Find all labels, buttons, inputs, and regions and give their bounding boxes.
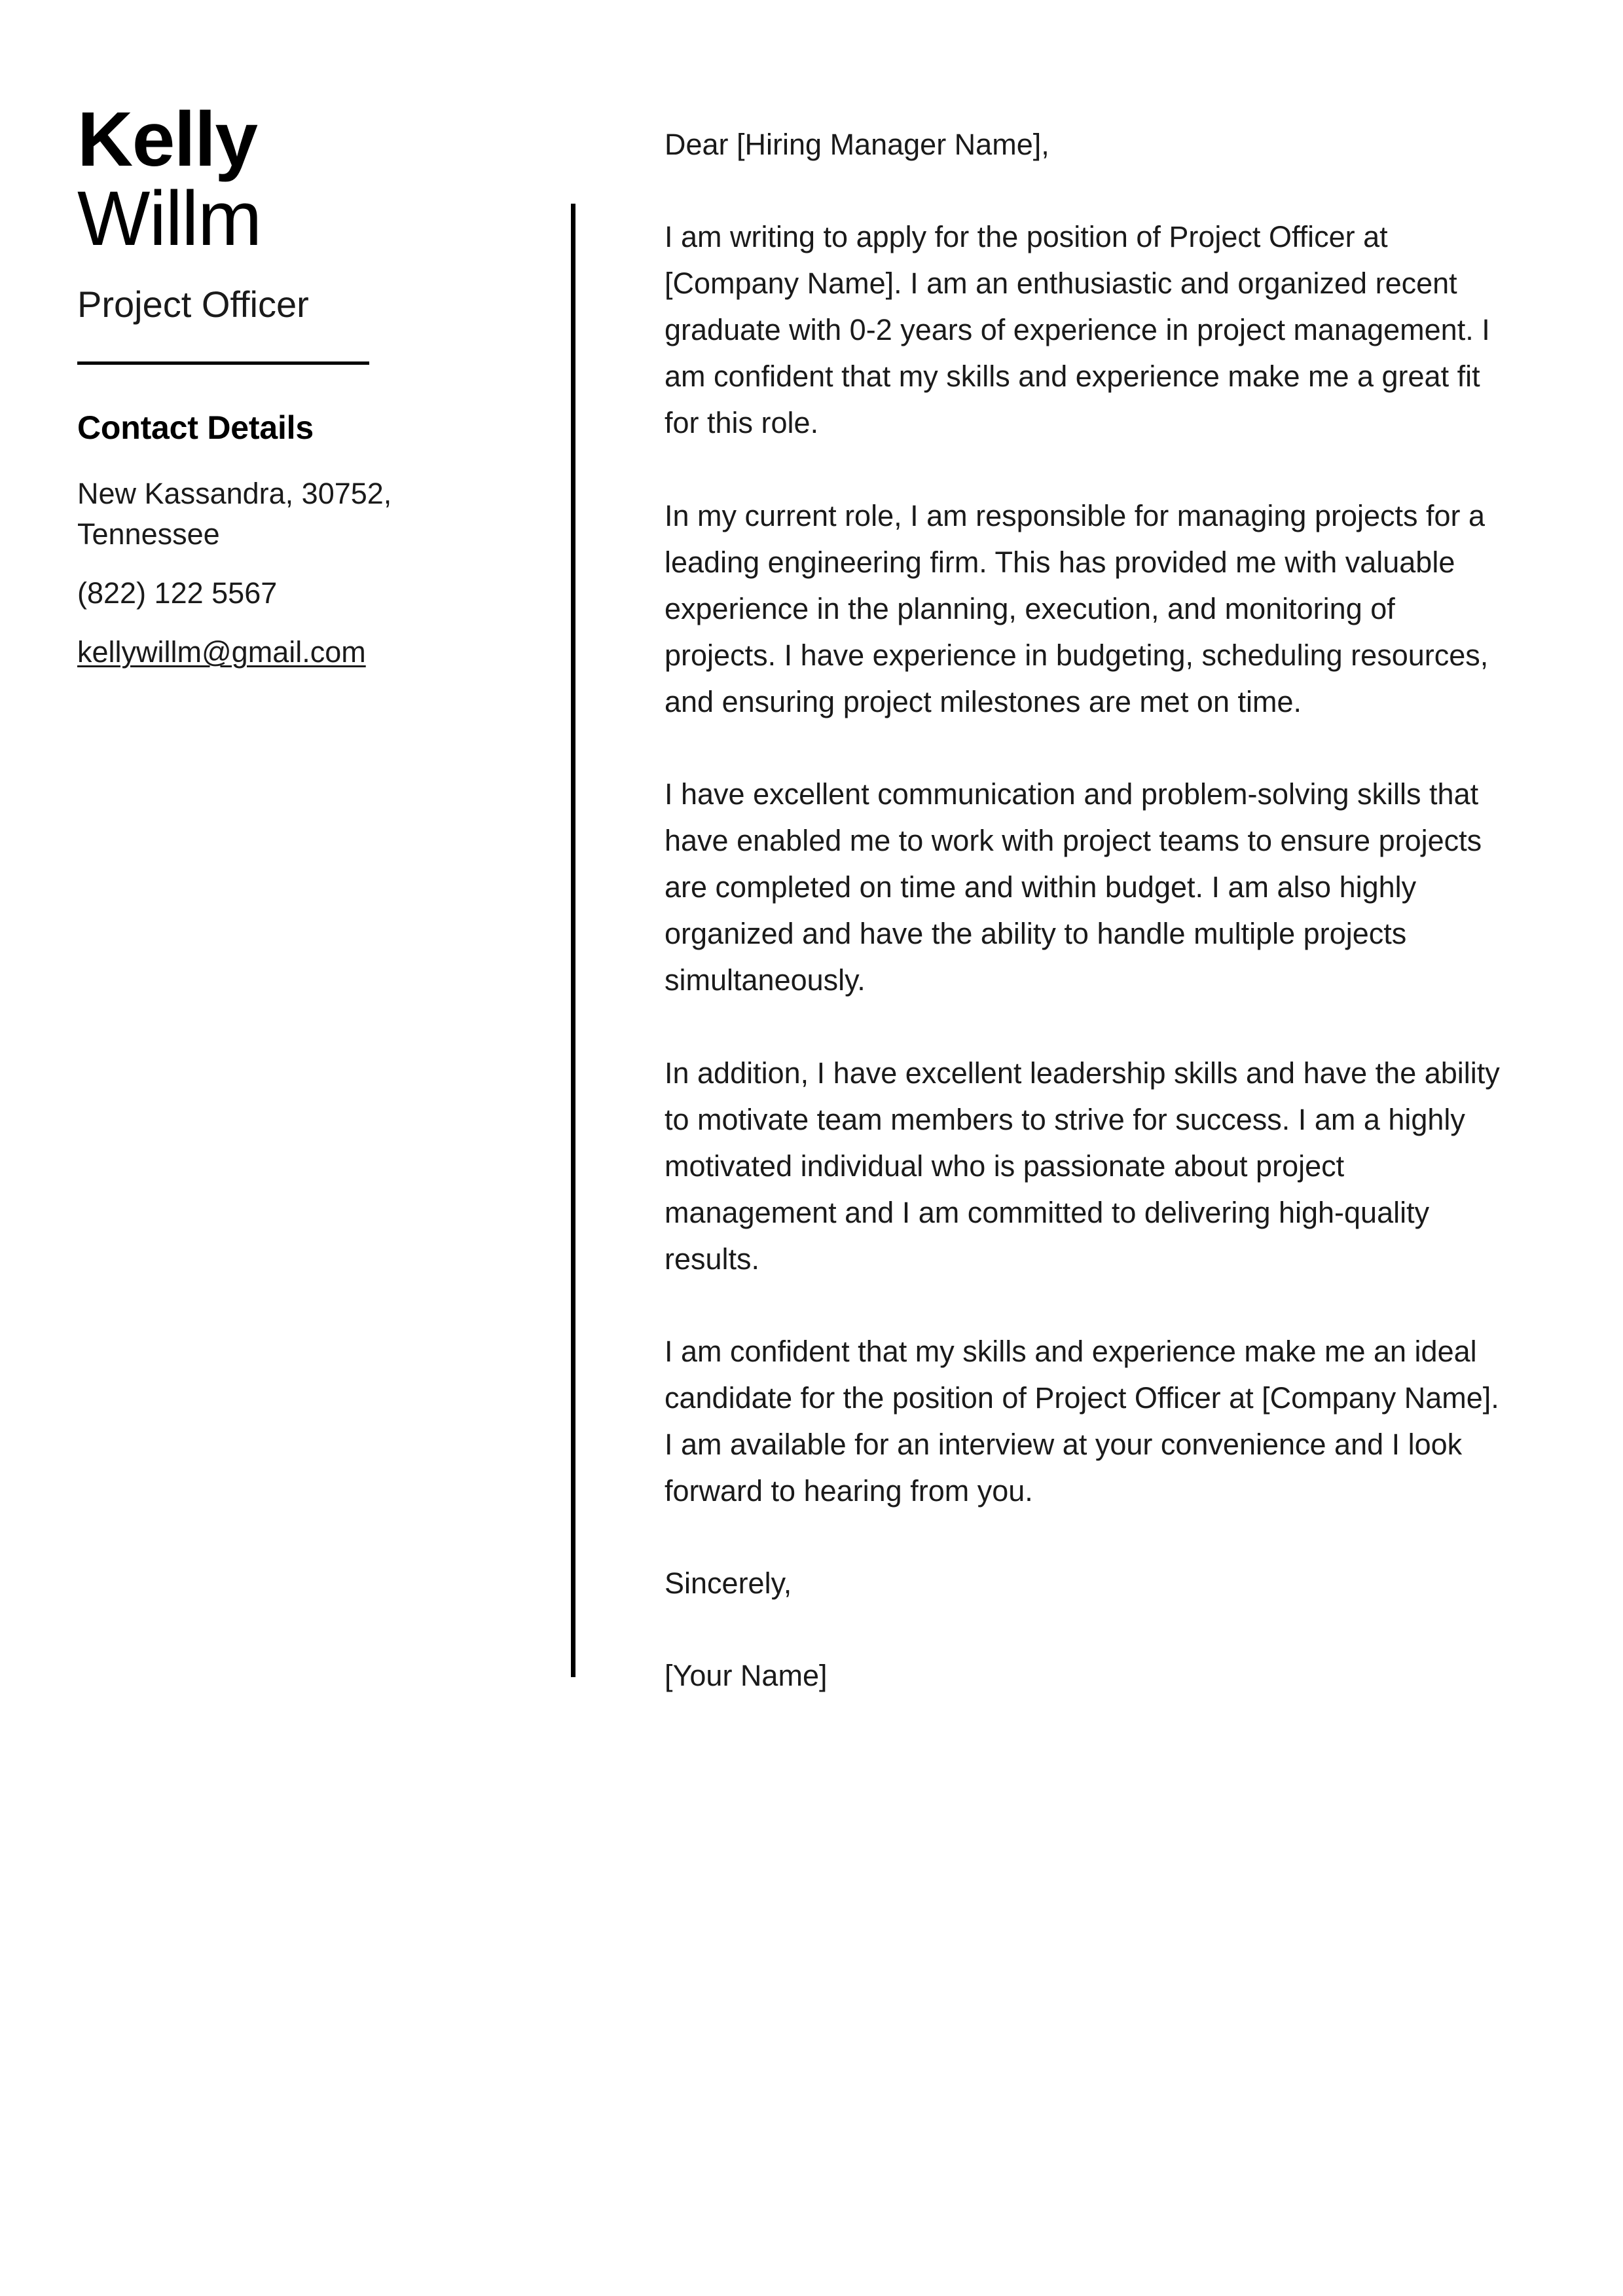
letter-signoff: Sincerely, bbox=[665, 1566, 792, 1601]
letter-paragraph-2: In my current role, I am responsible for managing projects for a leading engineering firm. This has provided me with valuable experience in the planning, execution, and monitoring of projects. I have experience in budgeting, scheduling resources, and ensuring project milestones are met on time. bbox=[665, 498, 1489, 718]
letter-paragraph-1: I am writing to apply for the position of Project Officer at [Company Name]. I am an enthusiastic and organized recent graduate with 0-2 years of experience in project management. I am confident that my skills and experience make me a great fit for this role. bbox=[665, 220, 1490, 440]
job-title: Project Officer bbox=[77, 283, 309, 325]
contact-details-heading: Contact Details bbox=[77, 409, 314, 447]
candidate-first-name: Kelly bbox=[77, 96, 257, 183]
letter-salutation: Dear [Hiring Manager Name], bbox=[665, 128, 1049, 161]
contact-phone[interactable]: (822) 122 5567 bbox=[77, 576, 278, 610]
vertical-divider bbox=[571, 204, 575, 1677]
letter-paragraph-3: I have excellent communication and problem-solving skills that have enabled me to work with project teams to ensure projects are completed on time and within budget. I am also highly organized and have the ability to handle multiple projects simultaneously. bbox=[665, 777, 1482, 997]
header-divider-rule bbox=[77, 361, 369, 365]
letter-paragraph-5: I am confident that my skills and experience make me an ideal candidate for the position of Project Officer at [Company Name]. I am available for an interview at your convenience and I look forward to hearing from you. bbox=[665, 1334, 1499, 1508]
candidate-last-name: Willm bbox=[77, 176, 261, 263]
contact-details-list bbox=[77, 473, 496, 691]
letter-body bbox=[665, 121, 1509, 1699]
letter-signature: [Your Name] bbox=[665, 1659, 828, 1693]
candidate-name bbox=[77, 98, 496, 261]
contact-email-link[interactable]: kellywillm@gmail.com bbox=[77, 635, 366, 669]
sidebar bbox=[77, 98, 496, 691]
letter-paragraph-4: In addition, I have excellent leadership skills and have the ability to motivate team members to strive for success. I am a highly motivated individual who is passionate about project management and I am committed to delivering high-quality results. bbox=[665, 1056, 1500, 1276]
contact-address: New Kassandra, 30752, Tennessee bbox=[77, 477, 392, 551]
